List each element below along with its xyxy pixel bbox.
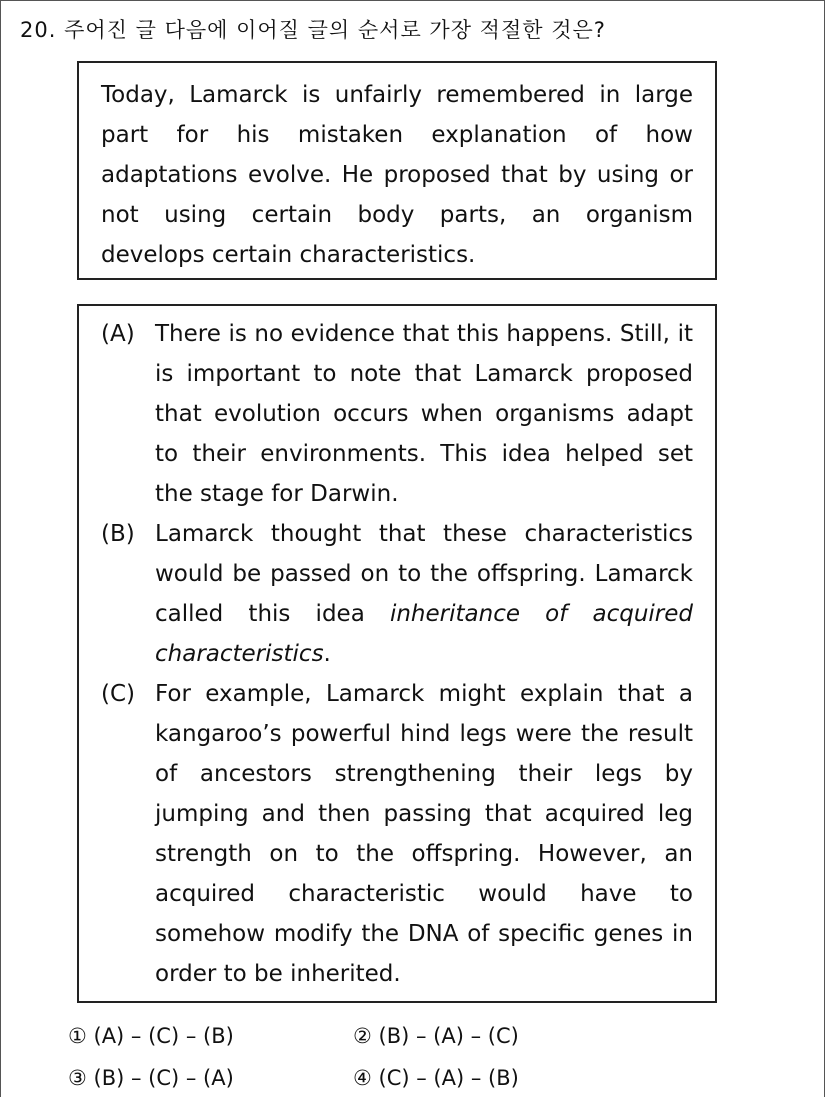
paragraphs-box [77,304,717,1003]
choice-3[interactable]: ③ (B) – (C) – (A) [68,1066,234,1090]
paragraph-a-label: (A) [101,321,135,347]
paragraph-c [101,674,693,994]
paragraph-c-label: (C) [101,681,136,707]
question-title: 20. 주어진 글 다음에 이어질 글의 순서로 가장 적절한 것은? [20,18,606,42]
choice-1[interactable]: ① (A) – (C) – (B) [68,1024,234,1048]
paragraph-b-text: Lamarck thought that these characteristics would be passed on to the offspring. Lamarck called this idea [155,521,693,627]
paragraph-b [101,514,693,674]
intro-passage-box [77,61,717,280]
paragraph-a [101,314,693,514]
choice-4[interactable]: ④ (C) – (A) – (B) [353,1066,519,1090]
paragraph-b-label: (B) [101,521,135,547]
paragraph-a-text: There is no evidence that this happens. Still, it is important to note that Lamarck proposed that evolution occurs when organisms adapt to their environments. This idea helped set the stage for Darwin. [155,321,693,507]
paragraph-b-italic-term: inheritance of acquired characteristics [155,601,693,667]
paragraph-b-end: . [323,641,331,667]
paragraph-c-text: For example, Lamarck might explain that a kangaroo’s powerful hind legs were the result of ancestors strengthening their legs by jumping and then passing that acquired leg strength on to the offspring. However, an acquired characteristic would have to somehow modify the DNA of specific genes in order to be inherited. [155,681,693,987]
choice-2[interactable]: ② (B) – (A) – (C) [353,1024,519,1048]
intro-passage-text: Today, Lamarck is unfairly remembered in large part for his mistaken explanation of how adaptations evolve. He proposed that by using or not using certain body parts, an organism develops certain characteristics. [101,82,693,268]
paragraph-b-body [155,514,693,674]
